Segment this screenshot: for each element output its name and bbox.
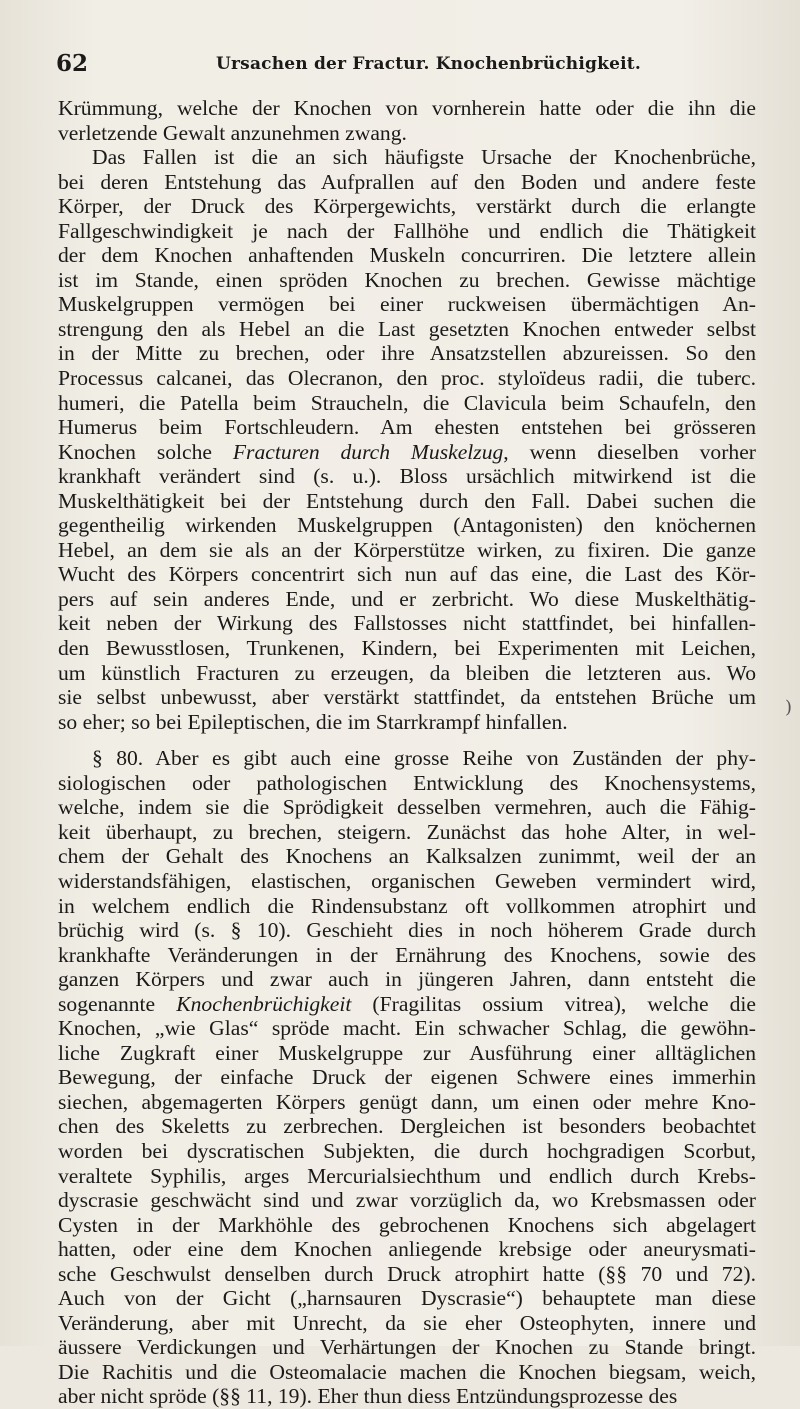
text-line: Knochen solche Fracturen durch Muskelzug, wenn dieselben vorher xyxy=(58,439,756,464)
text-line: Processus calcanei, das Olecranon, den proc. styloïdeus radii, die tuberc. xyxy=(58,366,756,391)
text-line: bei deren Entstehung das Aufprallen auf den Boden und andere feste xyxy=(58,169,756,194)
text-line: sie selbst unbewusst, aber verstärkt stattfindet, da entstehen Brüche um xyxy=(58,685,756,710)
text-line: strengung den als Hebel an die Last gesetzten Knochen entweder selbst xyxy=(58,316,756,341)
text-line: Hebel, an dem sie als an der Körperstütze wirken, zu fixiren. Die ganze xyxy=(58,537,756,562)
text-line: welche, indem sie die Sprödigkeit desselben vermehren, auch die Fähig- xyxy=(58,795,756,820)
text-line: krankhaft verändert sind (s. u.). Bloss ursächlich mitwirkend ist die xyxy=(58,464,756,489)
text-line: Muskelgruppen vermögen bei einer ruckweisen übermächtigen An- xyxy=(58,292,756,317)
text-line: äussere Verdickungen und Verhärtungen der Knochen zu Stande bringt. xyxy=(58,1335,756,1360)
text-line: chem der Gehalt des Knochens an Kalksalzen zunimmt, weil der an xyxy=(58,844,756,869)
text-line: Veränderung, aber mit Unrecht, da sie eher Osteophyten, innere und xyxy=(58,1310,756,1335)
paragraph xyxy=(58,746,756,1409)
text-line: siologischen oder pathologischen Entwicklung des Knochensystems, xyxy=(58,770,756,795)
text-line: aber nicht spröde (§§ 11, 19). Eher thun diess Entzündungsprozesse des xyxy=(58,1384,678,1409)
text-line: der dem Knochen anhaftenden Muskeln concurriren. Die letztere allein xyxy=(58,243,756,268)
text-line: Bewegung, der einfache Druck der eigenen Schwere eines immerhin xyxy=(58,1065,756,1090)
text-line: § 80. Aber es gibt auch eine grosse Reihe von Zuständen der phy- xyxy=(92,746,756,771)
text-line: so eher; so bei Epileptischen, die im Starrkrampf hinfallen. xyxy=(58,709,568,734)
text-line: in welchem endlich die Rindensubstanz oft vollkommen atrophirt und xyxy=(58,893,756,918)
text-line: sche Geschwulst denselben durch Druck atrophirt hatte (§§ 70 und 72). xyxy=(58,1261,756,1286)
text-line: Auch von der Gicht („harnsauren Dyscrasie“) behauptete man diese xyxy=(58,1286,756,1311)
page-number: 62 xyxy=(56,50,89,77)
text-line: Muskelthätigkeit bei der Entstehung durch den Fall. Dabei suchen die xyxy=(58,488,756,513)
text-line: sogenannte Knochenbrüchigkeit (Fragilitas ossium vitrea), welche die xyxy=(58,991,756,1016)
text-line: in der Mitte zu brechen, oder ihre Ansatzstellen abzureissen. So den xyxy=(58,341,756,366)
text-line: Die Rachitis und die Osteomalacie machen die Knochen biegsam, weich, xyxy=(58,1359,756,1384)
text-line: verletzende Gewalt anzunehmen zwang. xyxy=(58,120,407,145)
text-line: Körper, der Druck des Körpergewichts, verstärkt durch die erlangte xyxy=(58,194,756,219)
text-line: keit überhaupt, zu brechen, steigern. Zunächst das hohe Alter, in wel- xyxy=(58,819,756,844)
text-line: liche Zugkraft einer Muskelgruppe zur Ausführung einer alltäglichen xyxy=(58,1040,756,1065)
paragraph xyxy=(58,145,756,734)
text-line: pers auf sein anderes Ende, und er zerbricht. Wo diese Muskelthätig- xyxy=(58,586,756,611)
text-line: brüchig wird (s. § 10). Geschieht dies in noch höherem Grade durch xyxy=(58,918,756,943)
text-line: veraltete Syphilis, arges Mercurialsiechthum und endlich durch Krebs- xyxy=(58,1163,756,1188)
text-line: Fallgeschwindigkeit je nach der Fallhöhe und endlich die Thätigkeit xyxy=(58,218,756,243)
text-line: worden bei dyscratischen Subjekten, die durch hochgradigen Scorbut, xyxy=(58,1138,756,1163)
running-head: Ursachen der Fractur. Knochenbrüchigkeit. xyxy=(216,54,641,74)
text-line: Das Fallen ist die an sich häufigste Ursache der Knochenbrüche, xyxy=(92,145,756,170)
text-line: Knochen, „wie Glas“ spröde macht. Ein schwacher Schlag, die gewöhn- xyxy=(58,1016,756,1041)
text-line: Cysten in der Markhöhle des gebrochenen Knochens sich abgelagert xyxy=(58,1212,756,1237)
text-line: chen des Skeletts zu zerbrechen. Dergleichen ist besonders beobachtet xyxy=(58,1114,756,1139)
text-line: dyscrasie geschwächt sind und zwar vorzüglich da, wo Krebsmassen oder xyxy=(58,1188,756,1213)
text-line: krankhafte Veränderungen in der Ernährung des Knochens, sowie des xyxy=(58,942,756,967)
paragraph xyxy=(58,96,756,145)
text-line: den Bewusstlosen, Trunkenen, Kindern, bei Experimenten mit Leichen, xyxy=(58,636,756,661)
text-line: Krümmung, welche der Knochen von vornherein hatte oder die ihn die xyxy=(58,96,756,120)
page-header xyxy=(56,50,756,78)
text-line: hatten, oder eine dem Knochen anliegende krebsige oder aneurysmati- xyxy=(58,1237,756,1262)
text-line: um künstlich Fracturen zu erzeugen, da bleiben die letzteren aus. Wo xyxy=(58,660,756,685)
text-line: ist im Stande, einen spröden Knochen zu brechen. Gewisse mächtige xyxy=(58,267,756,292)
section-gap xyxy=(58,734,756,746)
text-line: Wucht des Körpers concentrirt sich nun auf das eine, die Last des Kör- xyxy=(58,562,756,587)
text-line: keit neben der Wirkung des Fallstosses nicht stattfindet, bei hinfallen- xyxy=(58,611,756,636)
text-line: widerstandsfähigen, elastischen, organischen Geweben vermindert wird, xyxy=(58,868,756,893)
text-line: siechen, abgemagerten Körpers genügt dann, um einen oder mehre Kno- xyxy=(58,1089,756,1114)
margin-mark: ) xyxy=(784,697,792,718)
text-line: humeri, die Patella beim Straucheln, die Clavicula beim Schaufeln, den xyxy=(58,390,756,415)
text-line: Humerus beim Fortschleudern. Am ehesten entstehen bei grösseren xyxy=(58,415,756,440)
body-text xyxy=(58,96,756,1409)
text-line: gegentheilig wirkenden Muskelgruppen (Antagonisten) den knöchernen xyxy=(58,513,756,538)
text-line: ganzen Körpers und zwar auch in jüngeren Jahren, dann entsteht die xyxy=(58,967,756,992)
